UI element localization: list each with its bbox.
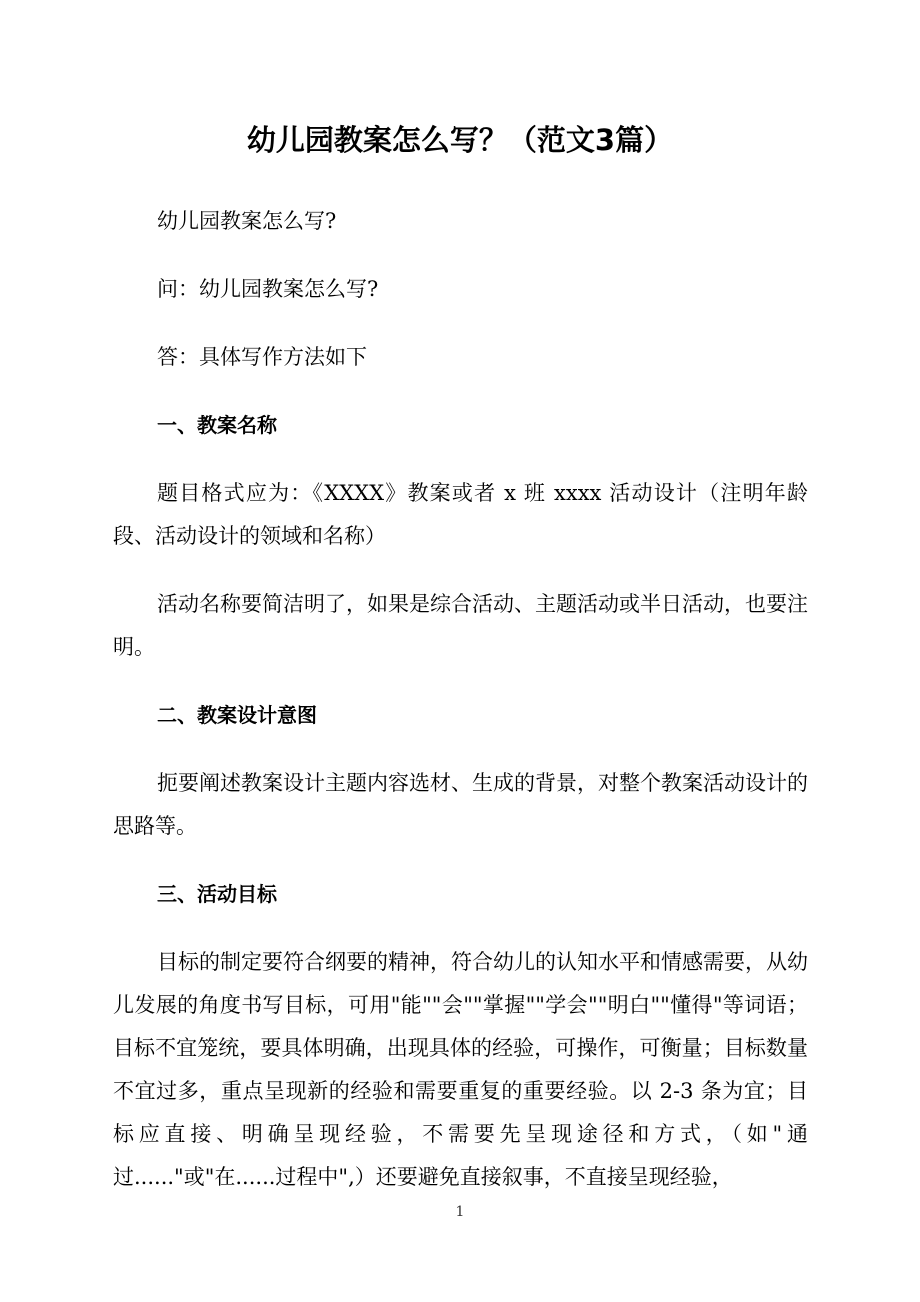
section-heading-activity-goals: 三、活动目标 [157, 882, 277, 906]
document-title: 幼儿园教案怎么写？（范文3篇） [246, 123, 674, 157]
section-heading-design-intent: 二、教案设计意图 [157, 703, 317, 727]
document-body [113, 200, 808, 1199]
paragraph-activity-goals: 目标的制定要符合纲要的精神，符合幼儿的认知水平和情感需要，从幼儿发展的角度书写目标，可用"能""会""掌握""学会""明白""懂得"等词语；目标不宜笼统，要具体明确，出现具体的经验，可操作，可衡量；目标数量不宜过多，重点呈现新的经验和需要重复的重要经验。以 2-3 条为宜；目标应直接、明确呈现经验，不需要先呈现途径和方式，（如"通过......"或"在......过程中",）还要避免直接叙事，不直接呈现经验， [113, 950, 808, 1189]
intro-paragraph: 幼儿园教案怎么写? [157, 209, 337, 233]
question-paragraph: 问：幼儿园教案怎么写? [157, 277, 379, 301]
paragraph-title-format: 题目格式应为：《XXXX》教案或者 x 班 xxxx 活动设计（注明年龄段、活动设计的领域和名称） [113, 481, 808, 548]
section-heading-lesson-name: 一、教案名称 [157, 413, 277, 437]
page-number: 1 [455, 1204, 465, 1220]
paragraph-activity-name: 活动名称要简洁明了，如果是综合活动、主题活动或半日活动，也要注明。 [113, 592, 808, 659]
paragraph-design-intent: 扼要阐述教案设计主题内容选材、生成的背景，对整个教案活动设计的思路等。 [113, 771, 808, 838]
answer-paragraph: 答：具体写作方法如下 [157, 345, 367, 369]
